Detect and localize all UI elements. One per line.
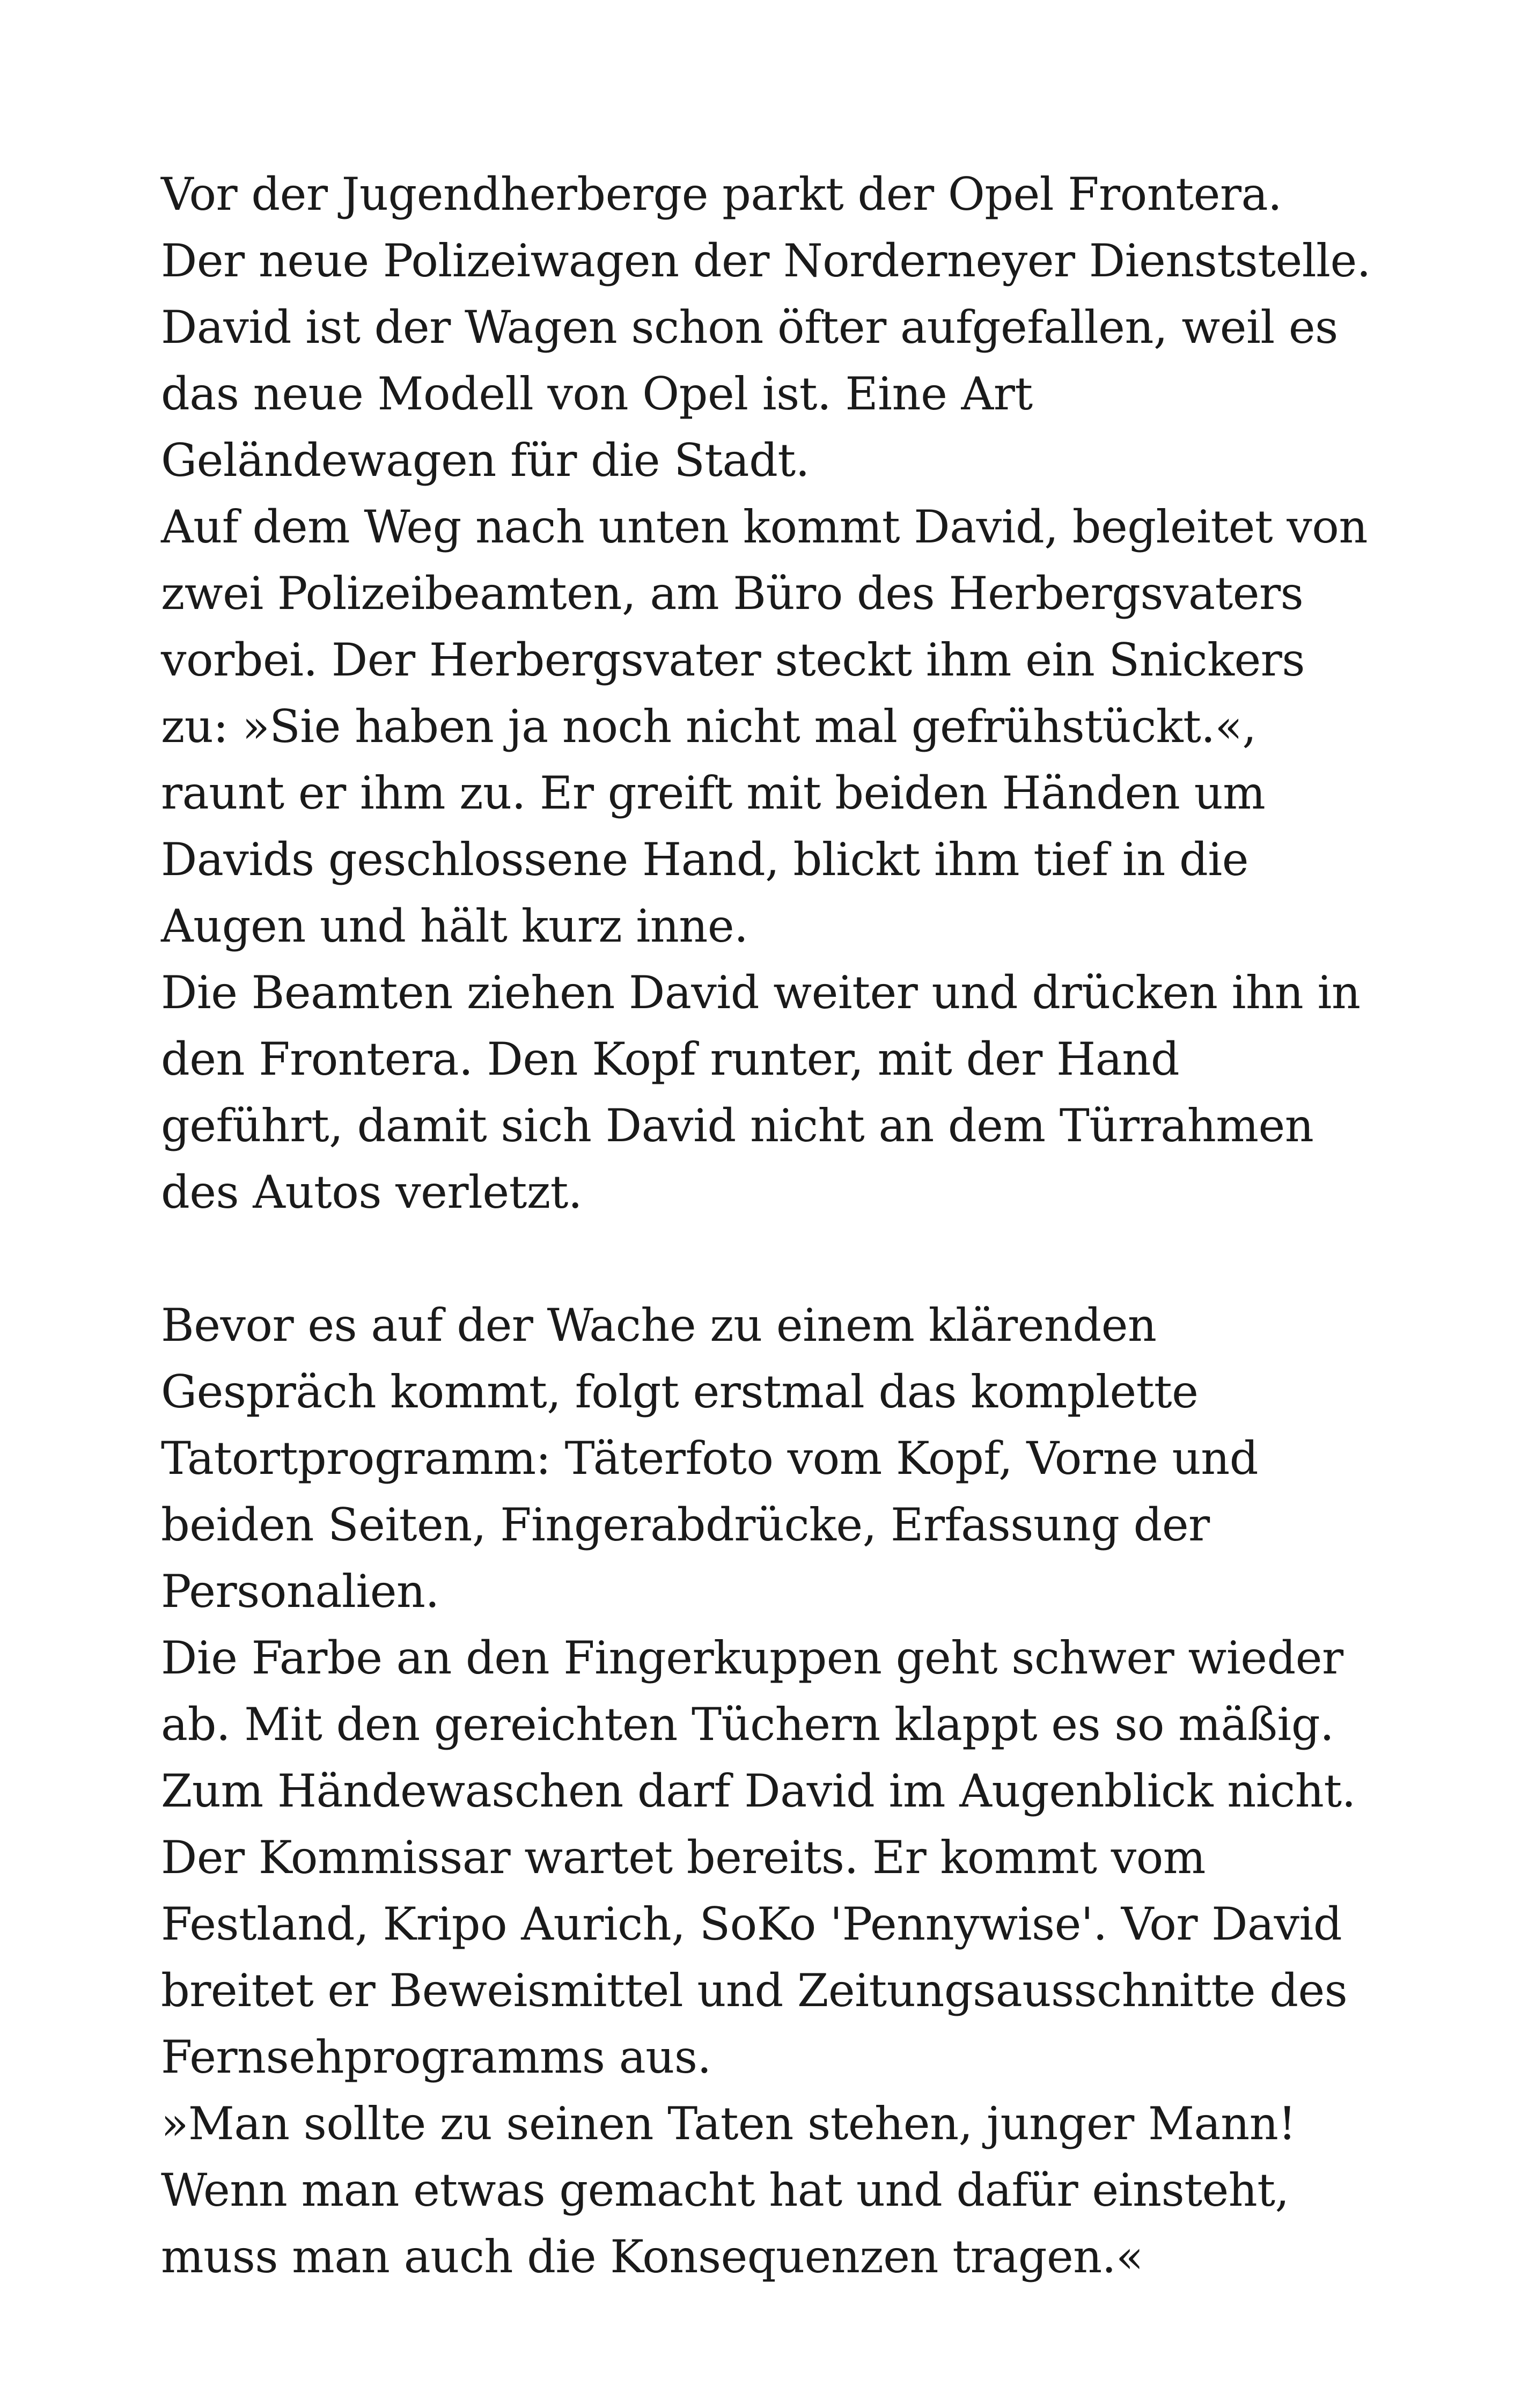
paragraph: Auf dem Weg nach unten kommt David, begleitet von zwei Polizeibeamten, am Büro des Herbergsvaters vorbei. Der Herbergsvater steckt ihm ein Snickers zu: »Sie haben ja noch nicht mal gefrühstückt.«, raunt er ihm zu. Er greift mit beiden Händen um Davids geschlossene Hand, blickt ihm tief in die Augen und hält kurz inne. xyxy=(161,501,1368,952)
paragraph: »Man sollte zu seinen Taten stehen, junger Mann! Wenn man etwas gemacht hat und dafür einsteht, muss man auch die Konsequenzen tragen.« xyxy=(161,2097,1296,2283)
paragraph: Der Kommissar wartet bereits. Er kommt vom Festland, Kripo Aurich, SoKo 'Pennywise'. Vor David breitet er Beweismittel und Zeitungsausschnitte des Fernsehprogramms aus. xyxy=(161,1831,1348,2083)
section-break xyxy=(161,1225,1373,1292)
paragraph: Die Beamten ziehen David weiter und drücken ihn in den Frontera. Den Kopf runter, mit der Hand geführt, damit sich David nicht an dem Türrahmen des Autos verletzt. xyxy=(161,966,1361,1218)
paragraph: Vor der Jugendherberge parkt der Opel Frontera. Der neue Polizeiwagen der Norderneyer Dienststelle. David ist der Wagen schon öfter aufgefallen, weil es das neue Modell von Opel ist. Eine Art Geländewagen für die Stadt. xyxy=(161,168,1371,487)
text-section-2 xyxy=(161,1292,1373,2290)
text-section-1 xyxy=(161,161,1373,1225)
paragraph: Bevor es auf der Wache zu einem klärenden Gespräch kommt, folgt erstmal das komplette Tatortprogramm: Täterfoto vom Kopf, Vorne und beiden Seiten, Fingerabdrücke, Erfassung der Personalien. xyxy=(161,1299,1259,1618)
book-page xyxy=(161,161,1373,2290)
paragraph: Die Farbe an den Fingerkuppen geht schwer wieder ab. Mit den gereichten Tüchern klappt es so mäßig. Zum Händewaschen darf David im Augenblick nicht. xyxy=(161,1632,1356,1817)
